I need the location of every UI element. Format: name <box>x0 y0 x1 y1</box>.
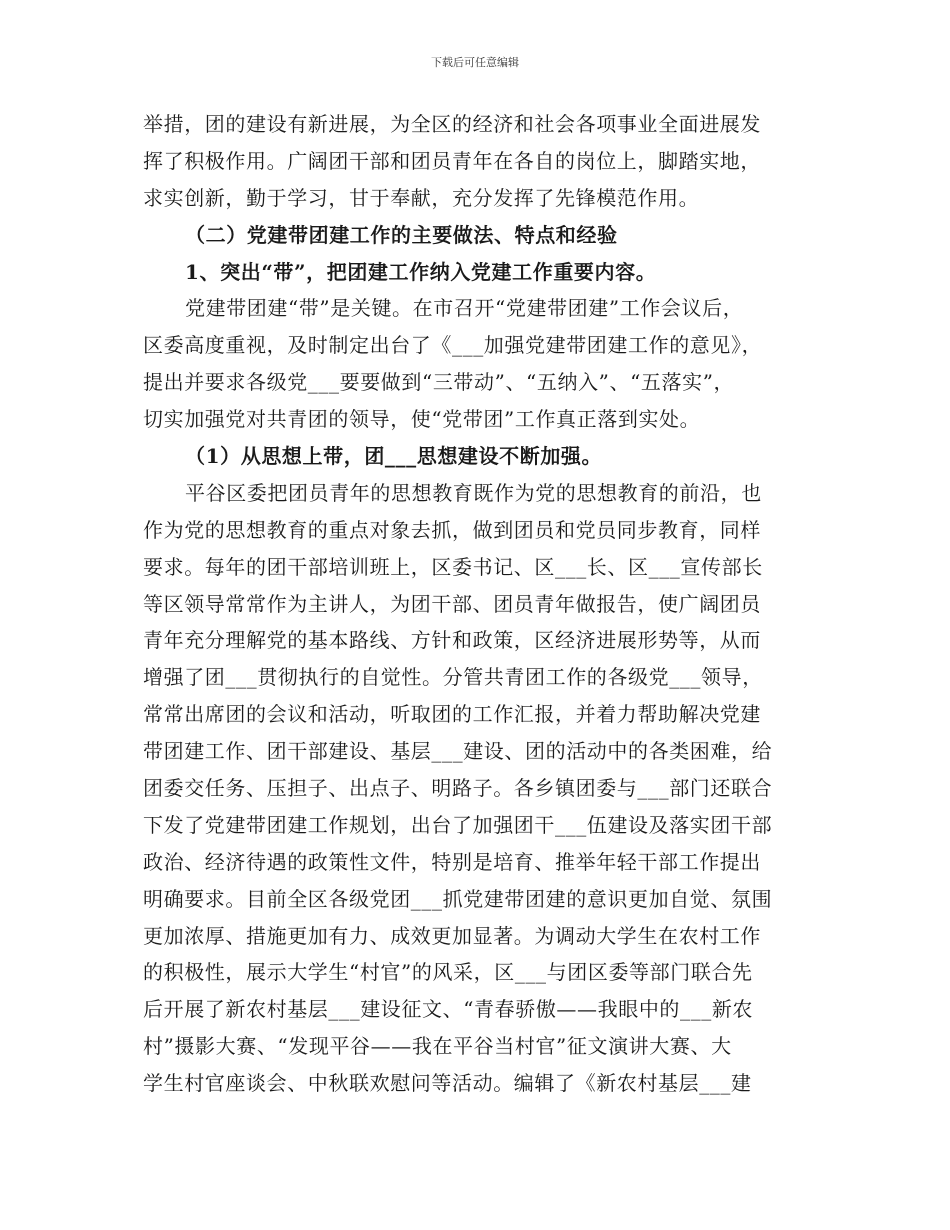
paragraph-line: 求实创新，勤于学习，甘于奉献，充分发挥了先锋模范作用。 <box>143 185 700 210</box>
paragraph-line: 要求。每年的团干部培训班上，区委书记、区___长、区___宣传部长 <box>143 554 763 579</box>
paragraph-line: 带团建工作、团干部建设、基层___建设、团的活动中的各类困难，给 <box>143 739 773 764</box>
paragraph-line: 下发了党建带团建工作规划，出台了加强团干___伍建设及落实团干部 <box>143 812 773 837</box>
paragraph-line: 学生村官座谈会、中秋联欢慰问等活动。编辑了《新农村基层___建 <box>143 1071 752 1096</box>
paragraph-line: 后开展了新农村基层___建设征文、“青春骄傲——我眼中的___新农 <box>143 997 754 1022</box>
paragraph-line: 挥了积极作用。广阔团干部和团员青年在各自的岗位上，脚踏实地， <box>143 148 761 173</box>
page-header: 下载后可任意编辑 <box>431 56 519 69</box>
paragraph-line: 平谷区委把团员青年的思想教育既作为党的思想教育的前沿，也 <box>185 480 762 505</box>
paragraph-line: 提出并要求各级党___要要做到“三带动”、“五纳入”、“五落实”， <box>143 370 735 395</box>
section-heading-line: （1）从思想上带，团___思想建设不断加强。 <box>185 444 603 469</box>
paragraph-line: 作为党的思想教育的重点对象去抓，做到团员和党员同步教育，同样 <box>143 517 761 542</box>
paragraph-line: 举措，团的建设有新进展，为全区的经济和社会各项事业全面进展发 <box>143 112 761 136</box>
paragraph-line: 增强了团___贯彻执行的自觉性。分管共青团工作的各级党___领导， <box>143 665 763 690</box>
paragraph-line: 党建带团建“带”是关键。在市召开“党建带团建”工作会议后， <box>185 296 744 321</box>
paragraph-line: 政治、经济待遇的政策性文件，特别是培育、推举年轻干部工作提出 <box>143 849 761 874</box>
paragraph-line: 更加浓厚、措施更加有力、成效更加显著。为调动大学生在农村工作 <box>143 923 761 948</box>
paragraph-line: 等区领导常常作为主讲人，为团干部、团员青年做报告，使广阔团员 <box>143 591 761 616</box>
paragraph-line: 的积极性，展示大学生“村官”的风采，区___与团区委等部门联合先 <box>143 960 753 985</box>
document-body <box>143 106 818 1102</box>
paragraph-line: 区委高度重视，及时制定出台了《___加强党建带团建工作的意见》， <box>143 333 763 358</box>
section-heading-line: （二）党建带团建工作的主要做法、特点和经验 <box>185 222 618 247</box>
paragraph-line: 常常出席团的会议和活动，听取团的工作汇报，并着力帮助解决党建 <box>143 702 761 727</box>
paragraph-line: 村”摄影大赛、“发现平谷——我在平谷当村官”征文演讲大赛、大 <box>143 1034 732 1059</box>
paragraph-line: 团委交任务、压担子、出点子、明路子。各乡镇团委与___部门还联合 <box>143 776 773 801</box>
paragraph-line: 明确要求。目前全区各级党团___抓党建带团建的意识更加自觉、氛围 <box>143 886 773 911</box>
section-heading-line: 1、突出“带”，把团建工作纳入党建工作重要内容。 <box>185 259 657 284</box>
paragraph-line: 青年充分理解党的基本路线、方针和政策，区经济进展形势等，从而 <box>143 628 761 653</box>
paragraph-line: 切实加强党对共青团的领导，使“党带团”工作真正落到实处。 <box>143 407 701 432</box>
